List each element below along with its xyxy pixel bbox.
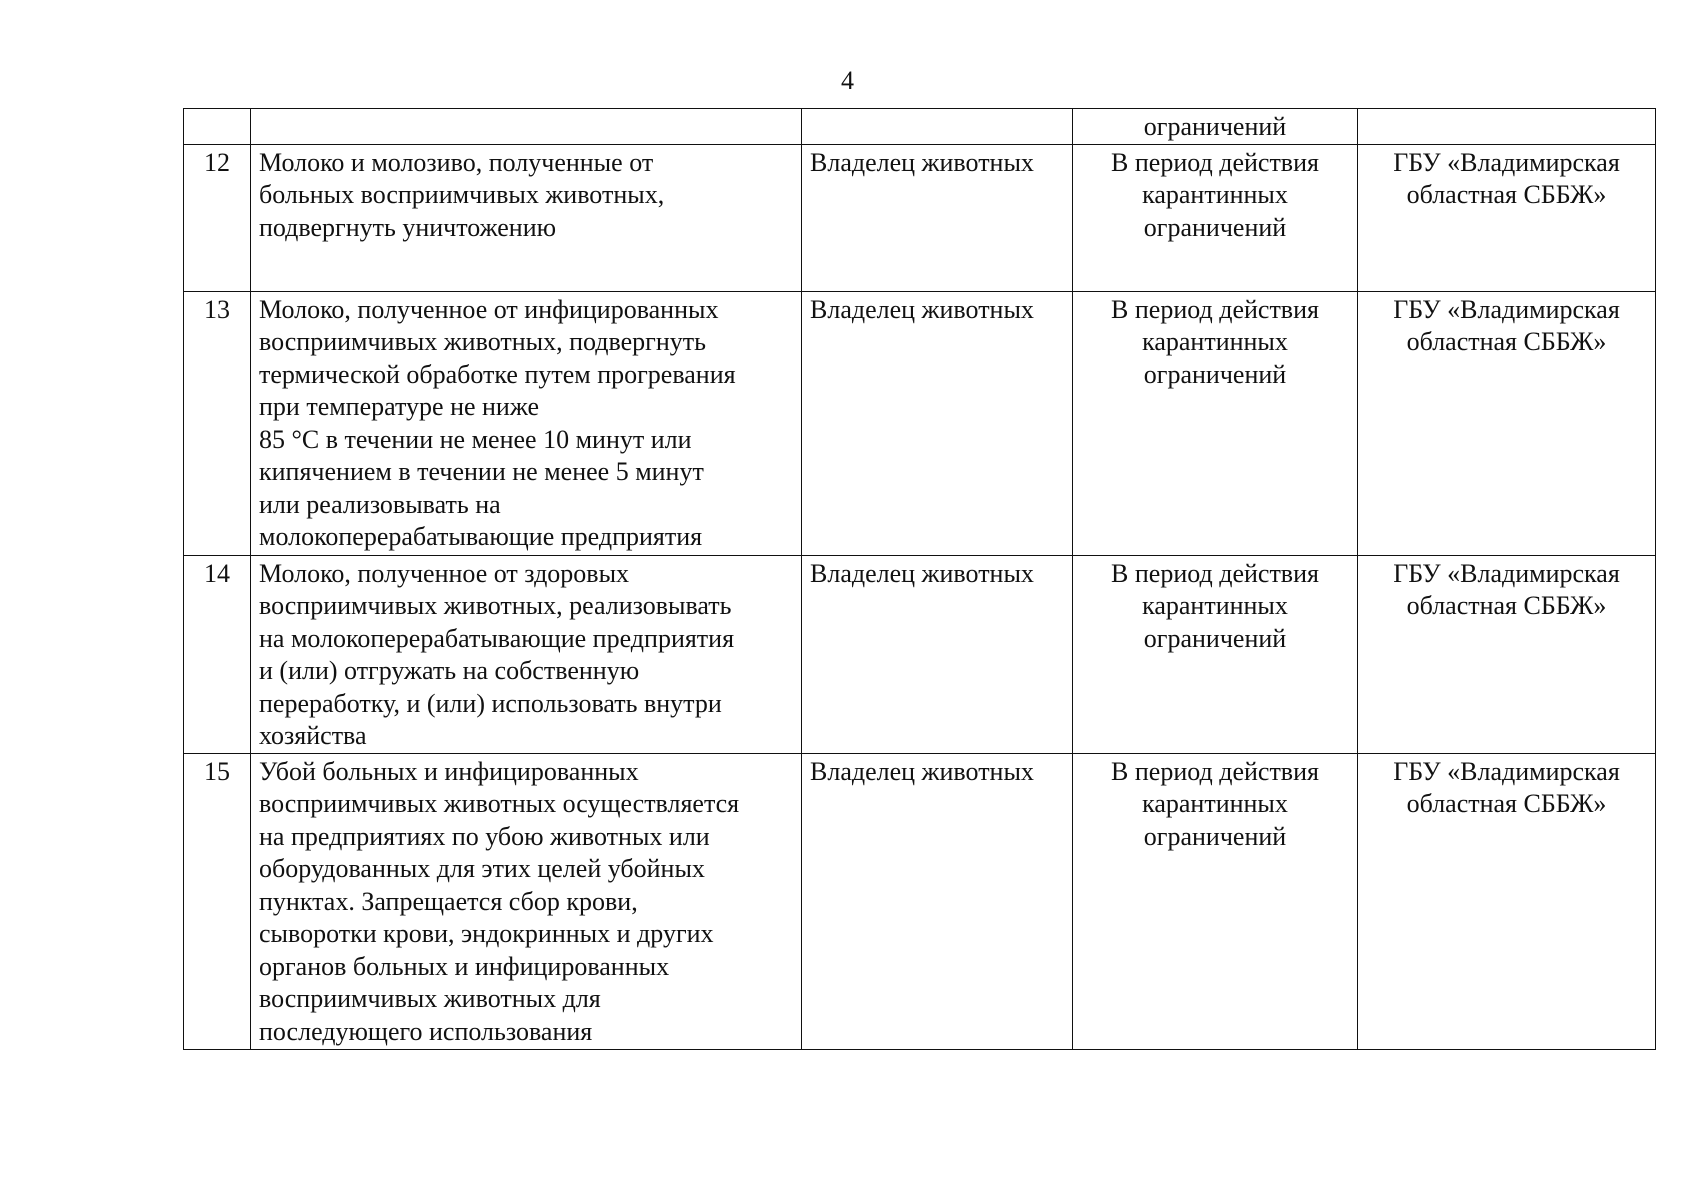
term-cell: В период действия карантинных ограничений: [1073, 753, 1358, 1049]
table-row-continuation: [184, 109, 1656, 145]
responsible-cell: Владелец животных: [802, 291, 1073, 555]
table-row: [184, 144, 1656, 291]
term-cell: В период действия карантинных ограничений: [1073, 555, 1358, 753]
measure-cell: Убой больных и инфицированных восприимчивых животных осуществляется на предприятиях по убою животных или оборудованных для этих целей убойных пунктах. Запрещается сбор крови, сыворотки крови, эндокринных и других органов больных и инфицированных восприимчивых животных для последующего использования: [251, 753, 802, 1049]
table-row: [184, 753, 1656, 1049]
row-number-cell: 15: [184, 753, 251, 1049]
responsible-cell: [802, 109, 1073, 145]
measure-cell: Молоко, полученное от инфицированных восприимчивых животных, подвергнуть термической обработке путем прогревания при температуре не ниже 85 °С в течении не менее 10 минут или кипячением в течении не менее 5 минут или реализовывать на молокоперерабатывающие предприятия: [251, 291, 802, 555]
measures-table: [183, 108, 1656, 1050]
measure-cell: Молоко, полученное от здоровых восприимчивых животных, реализовывать на молокоперерабатывающие предприятия и (или) отгружать на собственную переработку, и (или) использовать внутри хозяйства: [251, 555, 802, 753]
term-cell: В период действия карантинных ограничений: [1073, 291, 1358, 555]
measure-cell: Молоко и молозиво, полученные от больных восприимчивых животных, подвергнуть уничтожению: [251, 144, 802, 291]
row-number-cell: 14: [184, 555, 251, 753]
executor-cell: [1358, 109, 1656, 145]
row-number-cell: 12: [184, 144, 251, 291]
measure-cell: [251, 109, 802, 145]
term-cell: В период действия карантинных ограничений: [1073, 144, 1358, 291]
responsible-cell: Владелец животных: [802, 753, 1073, 1049]
row-number-cell: 13: [184, 291, 251, 555]
table-row: [184, 291, 1656, 555]
page-number: 4: [841, 66, 854, 95]
responsible-cell: Владелец животных: [802, 144, 1073, 291]
executor-cell: ГБУ «Владимирская областная СББЖ»: [1358, 753, 1656, 1049]
executor-cell: ГБУ «Владимирская областная СББЖ»: [1358, 291, 1656, 555]
table-row: [184, 555, 1656, 753]
executor-cell: ГБУ «Владимирская областная СББЖ»: [1358, 144, 1656, 291]
responsible-cell: Владелец животных: [802, 555, 1073, 753]
executor-cell: ГБУ «Владимирская областная СББЖ»: [1358, 555, 1656, 753]
row-number-cell: [184, 109, 251, 145]
term-cell: ограничений: [1073, 109, 1358, 145]
